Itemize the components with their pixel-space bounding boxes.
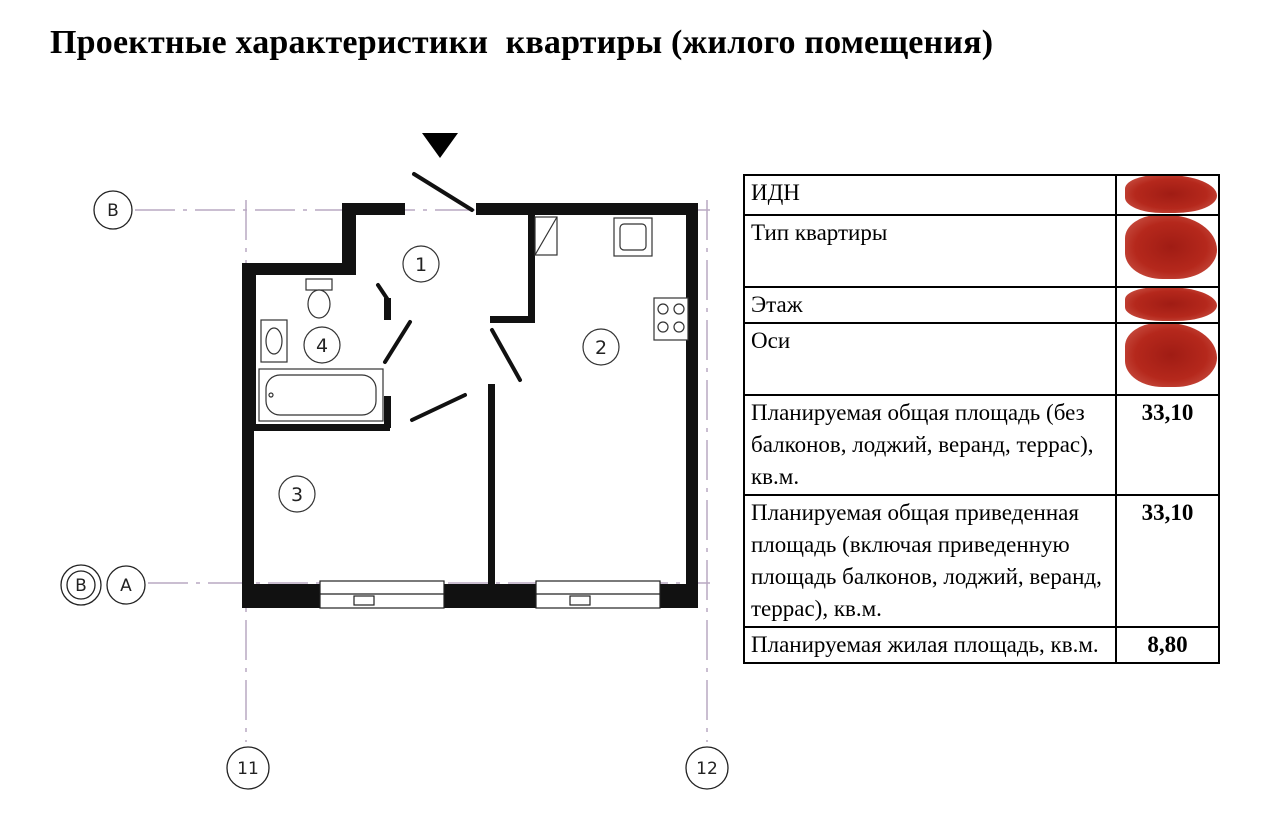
svg-text:2: 2 bbox=[594, 337, 608, 359]
table-row bbox=[744, 495, 1219, 627]
axis-bubble-v-bottom bbox=[61, 565, 101, 605]
svg-text:11: 11 bbox=[237, 759, 259, 779]
row-label: Планируемая жилая площадь, кв.м. bbox=[744, 627, 1116, 663]
row-label: Планируемая общая приведенная площадь (включая приведенную площадь балконов, лоджий, веранд, террас), кв.м. bbox=[744, 495, 1116, 627]
row-label: Тип квартиры bbox=[744, 215, 1116, 287]
svg-text:В: В bbox=[107, 201, 119, 221]
svg-text:12: 12 bbox=[696, 759, 718, 779]
axis-bubble-11 bbox=[227, 747, 269, 789]
redaction-mark bbox=[1125, 215, 1217, 279]
row-value-redacted bbox=[1116, 215, 1219, 287]
axis-bubble-12 bbox=[686, 747, 728, 789]
svg-text:3: 3 bbox=[290, 484, 304, 506]
table-row bbox=[744, 287, 1219, 323]
svg-text:1: 1 bbox=[414, 254, 428, 276]
row-label: ИДН bbox=[744, 175, 1116, 215]
row-value-redacted bbox=[1116, 287, 1219, 323]
row-value-redacted bbox=[1116, 175, 1219, 215]
svg-text:4: 4 bbox=[315, 335, 329, 357]
table-row bbox=[744, 395, 1219, 495]
room-label-1 bbox=[403, 246, 439, 282]
row-label: Оси bbox=[744, 323, 1116, 395]
row-value: 33,10 bbox=[1116, 395, 1219, 495]
shaft-icon bbox=[535, 217, 557, 255]
row-value: 8,80 bbox=[1116, 627, 1219, 663]
svg-text:А: А bbox=[120, 576, 132, 596]
row-label: Этаж bbox=[744, 287, 1116, 323]
redaction-mark bbox=[1125, 287, 1217, 321]
axis-bubble-v-top bbox=[94, 191, 132, 229]
stove-icon bbox=[654, 298, 688, 340]
room-label-4 bbox=[304, 327, 340, 363]
svg-text:В: В bbox=[75, 576, 87, 596]
room-label-2 bbox=[583, 329, 619, 365]
table-row bbox=[744, 175, 1219, 215]
table-row bbox=[744, 323, 1219, 395]
room-label-3 bbox=[279, 476, 315, 512]
redaction-mark bbox=[1125, 323, 1217, 387]
table-row bbox=[744, 627, 1219, 663]
row-value-redacted bbox=[1116, 323, 1219, 395]
fixtures bbox=[259, 217, 688, 421]
down-triangle-icon bbox=[422, 133, 458, 158]
table-row bbox=[744, 215, 1219, 287]
toilet-icon bbox=[306, 279, 332, 318]
bathtub-icon bbox=[259, 369, 383, 421]
page-title: Проектные характеристики квартиры (жилого помещения) bbox=[50, 24, 994, 61]
row-label: Планируемая общая площадь (без балконов, лоджий, веранд, террас), кв.м. bbox=[744, 395, 1116, 495]
row-value: 33,10 bbox=[1116, 495, 1219, 627]
axis-bubble-a bbox=[107, 566, 145, 604]
redaction-mark bbox=[1125, 175, 1217, 213]
kitchen-sink-icon bbox=[614, 218, 652, 256]
characteristics-table bbox=[743, 174, 1220, 664]
washbasin-icon bbox=[261, 320, 287, 362]
